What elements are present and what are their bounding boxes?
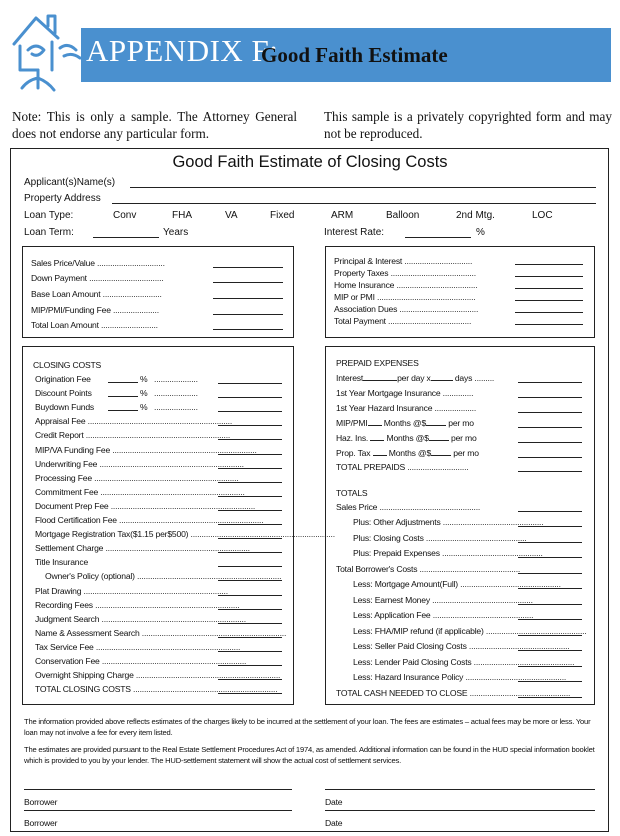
closing-cost-row: Tax Service Fee .................................................................. bbox=[35, 641, 241, 652]
closing-cost-row: Judgment Search .................................................................. bbox=[35, 613, 246, 624]
closing-cost-field[interactable] bbox=[218, 693, 282, 694]
leader-dots: .................... bbox=[154, 402, 198, 413]
percent-blank[interactable] bbox=[108, 410, 138, 411]
closing-cost-label: Conservation Fee bbox=[35, 656, 100, 666]
mortgage-insurance-field[interactable] bbox=[518, 397, 582, 398]
closing-cost-field[interactable] bbox=[218, 425, 282, 426]
property-label: Property Address bbox=[24, 193, 101, 204]
page-title: Good Faith Estimate bbox=[261, 43, 448, 67]
closing-cost-label: Buydown Funds bbox=[35, 402, 95, 413]
loan-term-label: Loan Term: bbox=[24, 227, 74, 238]
closing-cost-field[interactable] bbox=[218, 524, 282, 525]
total-loan-field[interactable] bbox=[213, 329, 283, 330]
closing-cost-label: Title Insurance bbox=[35, 557, 89, 568]
closing-cost-label: Name & Assessment Search bbox=[35, 627, 140, 638]
closing-cost-row: Name & Assessment Search .................................................................. bbox=[35, 627, 287, 638]
totals-label: Total Borrower's Costs bbox=[336, 563, 418, 574]
loan-type-balloon[interactable]: Balloon bbox=[386, 210, 420, 221]
closing-cost-label: Processing Fee bbox=[35, 472, 92, 483]
totals-row: Less: Seller Paid Closing Costs .............................................. bbox=[353, 641, 570, 651]
loan-term-field[interactable] bbox=[93, 237, 159, 238]
form-title: Good Faith Estimate of Closing Costs bbox=[172, 153, 448, 171]
loan-type-arm[interactable]: ARM bbox=[331, 210, 354, 221]
closing-cost-label: Owner's Policy (optional) bbox=[45, 571, 135, 582]
closing-cost-row: Commitment Fee .................................................................. bbox=[35, 486, 245, 497]
totals-row: Less: Lender Paid Closing Costs .............................................. bbox=[353, 656, 575, 667]
totals-label: Plus: Prepaid Expenses bbox=[353, 548, 440, 558]
total-loan-row: Total Loan Amount .......................... bbox=[31, 320, 158, 330]
home-insurance-row: Home Insurance ..................................... bbox=[334, 280, 478, 290]
closing-cost-field[interactable] bbox=[218, 580, 282, 581]
totals-label: Less: Lender Paid Closing Costs bbox=[353, 656, 472, 667]
closing-cost-field[interactable] bbox=[218, 468, 282, 469]
closing-cost-label: MIP/VA Funding Fee bbox=[35, 444, 111, 455]
totals-field[interactable] bbox=[518, 635, 582, 636]
totals-label: Less: Earnest Money bbox=[353, 594, 430, 605]
totals-field[interactable] bbox=[518, 681, 582, 682]
borrower-signature-line-2[interactable] bbox=[24, 810, 292, 811]
haz-months-field[interactable] bbox=[518, 442, 582, 443]
borrower-signature-line-1[interactable] bbox=[24, 789, 292, 790]
closing-cost-label: Appraisal Fee bbox=[35, 416, 86, 427]
closing-cost-label: Settlement Charge bbox=[35, 543, 104, 554]
property-taxes-row: Property Taxes ....................................... bbox=[334, 268, 476, 278]
total-prepaids-row: TOTAL PREPAIDS ............................ bbox=[336, 462, 469, 472]
closing-cost-field[interactable] bbox=[218, 651, 282, 652]
totals-row: Plus: Prepaid Expenses .............................................. bbox=[353, 548, 543, 558]
totals-row: Less: Hazard Insurance Policy .............................................. bbox=[353, 672, 567, 682]
closing-cost-field[interactable] bbox=[218, 482, 282, 483]
hazard-insurance-field[interactable] bbox=[518, 412, 582, 413]
home-insurance-field[interactable] bbox=[515, 288, 583, 289]
prop-tax-field[interactable] bbox=[518, 457, 582, 458]
closing-cost-row: Owner's Policy (optional) .................................................................. bbox=[45, 571, 282, 582]
applicant-label: Applicant(s)Name(s) bbox=[24, 177, 116, 188]
closing-cost-label: Flood Certification Fee bbox=[35, 515, 117, 525]
totals-row: Less: FHA/MIP refund (if applicable) .............................................. bbox=[353, 625, 587, 636]
closing-cost-field[interactable] bbox=[218, 383, 282, 384]
mip-months-field[interactable] bbox=[518, 427, 582, 428]
property-taxes-field[interactable] bbox=[515, 276, 583, 277]
closing-cost-label: Overnight Shipping Charge bbox=[35, 670, 134, 681]
mip-months-row: MIP/PMI Months @$ per mo bbox=[336, 418, 474, 428]
total-payment-field[interactable] bbox=[515, 324, 583, 325]
property-field[interactable] bbox=[112, 203, 596, 204]
appendix-label: APPENDIX F: bbox=[86, 33, 279, 68]
loan-type-fha[interactable]: FHA bbox=[172, 210, 192, 221]
closing-cost-field[interactable] bbox=[218, 496, 282, 497]
closing-cost-label: TOTAL CLOSING COSTS bbox=[35, 684, 131, 695]
haz-months-row: Haz. Ins. Months @$ per mo bbox=[336, 433, 477, 443]
closing-cost-field[interactable] bbox=[218, 454, 282, 455]
closing-cost-row: Recording Fees .................................................................. bbox=[35, 599, 240, 610]
totals-field[interactable] bbox=[518, 697, 582, 698]
closing-cost-label: Origination Fee bbox=[35, 374, 91, 384]
date-label-2: Date bbox=[325, 818, 343, 828]
closing-cost-label: Commitment Fee bbox=[35, 486, 99, 497]
closing-cost-field[interactable] bbox=[218, 439, 282, 440]
closing-cost-row: Underwriting Fee .................................................................. bbox=[35, 458, 244, 469]
association-dues-field[interactable] bbox=[515, 312, 583, 313]
closing-cost-row: Flood Certification Fee .................................................................. bbox=[35, 515, 264, 525]
closing-cost-row: Plat Drawing .................................................................. bbox=[35, 585, 228, 596]
closing-cost-field[interactable] bbox=[218, 623, 282, 624]
closing-cost-row: Processing Fee .................................................................. bbox=[35, 472, 239, 483]
interest-field[interactable] bbox=[518, 382, 582, 383]
totals-row: Plus: Other Adjustments .............................................. bbox=[353, 517, 544, 527]
totals-field[interactable] bbox=[518, 666, 582, 667]
disclaimer-respa: The estimates are provided pursuant to the Real Estate Settlement Procedures Act of 1974, as amended. Additional information can be found in the HUD special information booklet which is provided to you by your lender. The HUD-settlement statement will show the actual cost of settlement services. bbox=[24, 745, 595, 765]
closing-cost-label: Document Prep Fee bbox=[35, 500, 109, 511]
borrower-label-1: Borrower bbox=[24, 797, 58, 807]
closing-cost-field[interactable] bbox=[218, 566, 282, 567]
loan-type-loc[interactable]: LOC bbox=[532, 210, 553, 221]
house-logo-icon bbox=[8, 8, 88, 94]
closing-pct-row bbox=[35, 374, 235, 384]
totals-row: Plus: Closing Costs .............................................. bbox=[353, 532, 527, 543]
interest-rate-field[interactable] bbox=[405, 237, 471, 238]
closing-cost-label: Plat Drawing bbox=[35, 585, 82, 596]
date-line-1[interactable] bbox=[325, 789, 595, 790]
mip-pmi-row: MIP or PMI ............................................. bbox=[334, 292, 476, 302]
loan-type-conv[interactable]: Conv bbox=[113, 210, 137, 221]
closing-pct-row bbox=[35, 402, 235, 412]
totals-field[interactable] bbox=[518, 557, 582, 558]
closing-cost-field[interactable] bbox=[218, 637, 282, 638]
closing-cost-field[interactable] bbox=[218, 552, 282, 553]
totals-label: Less: Hazard Insurance Policy bbox=[353, 672, 464, 682]
percent-sign: % bbox=[476, 227, 485, 238]
closing-cost-field[interactable] bbox=[218, 510, 282, 511]
leader-dots: .................... bbox=[154, 388, 198, 399]
totals-row: TOTAL CASH NEEDED TO CLOSE .............................................. bbox=[336, 687, 571, 698]
closing-cost-row: Settlement Charge .................................................................. bbox=[35, 543, 250, 554]
closing-cost-row: TOTAL CLOSING COSTS .................................................................. bbox=[35, 684, 278, 695]
totals-field[interactable] bbox=[518, 619, 582, 620]
closing-cost-label: Judgment Search bbox=[35, 613, 100, 624]
totals-label: Less: Mortgage Amount(Full) bbox=[353, 579, 458, 589]
note-left: Note: This is only a sample. The Attorney General does not endorse any particular form. bbox=[12, 109, 297, 141]
closing-cost-row: Overnight Shipping Charge .................................................................. bbox=[35, 670, 281, 681]
disclaimer-estimates: The information provided above reflects estimates of the charges likely to be incurred at the settlement of your loan. The fees are estimates – actual fees may be more or less. Your loan may not involve a fee for every item listed. bbox=[24, 717, 591, 737]
totals-heading: TOTALS bbox=[336, 488, 368, 498]
interest-rate-label: Interest Rate: bbox=[324, 227, 385, 238]
totals-label: Less: Application Fee bbox=[353, 610, 431, 620]
totals-label: Less: Seller Paid Closing Costs bbox=[353, 641, 467, 651]
prepaid-heading: PREPAID EXPENSES bbox=[336, 358, 419, 368]
mip-funding-field[interactable] bbox=[213, 314, 283, 315]
prop-tax-row: Prop. Tax Months @$ per mo bbox=[336, 448, 479, 458]
closing-cost-field[interactable] bbox=[218, 538, 282, 539]
total-prepaids-field[interactable] bbox=[518, 471, 582, 472]
loan-type-va[interactable]: VA bbox=[225, 210, 238, 221]
closing-pct-row bbox=[35, 388, 235, 398]
hazard-insurance-row: 1st Year Hazard Insurance ................... bbox=[336, 403, 477, 413]
closing-cost-field[interactable] bbox=[218, 665, 282, 666]
closing-cost-row: Mortgage Registration Tax($1.15 per$500) .................................................................. bbox=[35, 529, 335, 540]
closing-cost-row: Document Prep Fee .................................................................. bbox=[35, 500, 256, 511]
principal-row: Principal & Interest ............................... bbox=[334, 256, 473, 266]
closing-costs-heading: CLOSING COSTS bbox=[33, 360, 102, 370]
closing-cost-row bbox=[35, 557, 235, 567]
percent-sign: % bbox=[140, 402, 148, 413]
totals-row: Total Borrower's Costs .............................................. bbox=[336, 563, 521, 574]
base-loan-field[interactable] bbox=[213, 298, 283, 299]
borrower-label-2: Borrower bbox=[24, 818, 58, 828]
closing-cost-label: Mortgage Registration Tax($1.15 per$500) bbox=[35, 529, 189, 540]
totals-field[interactable] bbox=[518, 650, 582, 651]
closing-cost-field[interactable] bbox=[218, 397, 282, 398]
totals-field[interactable] bbox=[518, 588, 582, 589]
closing-cost-label: Tax Service Fee bbox=[35, 641, 94, 652]
sales-price-total-field[interactable] bbox=[518, 511, 582, 512]
totals-field[interactable] bbox=[518, 604, 582, 605]
totals-label: Plus: Closing Costs bbox=[353, 532, 424, 543]
closing-cost-row: Credit Report .................................................................. bbox=[35, 430, 231, 441]
totals-row: Less: Mortgage Amount(Full) .............................................. bbox=[353, 579, 561, 589]
association-dues-row: Association Dues .................................... bbox=[334, 304, 479, 314]
mip-funding-row: MIP/PMI/Funding Fee ..................... bbox=[31, 305, 159, 315]
percent-blank[interactable] bbox=[108, 382, 138, 383]
totals-label: Plus: Other Adjustments bbox=[353, 517, 441, 527]
closing-cost-field[interactable] bbox=[218, 609, 282, 610]
closing-cost-field[interactable] bbox=[218, 679, 282, 680]
closing-cost-label: Underwriting Fee bbox=[35, 458, 98, 469]
years-label: Years bbox=[163, 227, 189, 238]
applicant-field[interactable] bbox=[130, 187, 596, 188]
totals-field[interactable] bbox=[518, 542, 582, 543]
totals-row: Less: Earnest Money .............................................. bbox=[353, 594, 533, 605]
sales-price-row: Sales Price/Value ............................... bbox=[31, 258, 165, 268]
closing-cost-label: Recording Fees bbox=[35, 599, 93, 610]
closing-cost-row: Conservation Fee .................................................................. bbox=[35, 656, 247, 666]
closing-cost-row: MIP/VA Funding Fee .................................................................. bbox=[35, 444, 257, 455]
percent-blank[interactable] bbox=[108, 396, 138, 397]
closing-cost-row: Appraisal Fee .................................................................. bbox=[35, 416, 233, 427]
totals-label: TOTAL CASH NEEDED TO CLOSE bbox=[336, 687, 468, 698]
sales-price-total-row: Sales Price .............................................. bbox=[336, 502, 481, 512]
total-payment-row: Total Payment ...................................... bbox=[334, 316, 472, 326]
interest-row: Interest per day x days ......... bbox=[336, 373, 495, 383]
closing-cost-field[interactable] bbox=[218, 411, 282, 412]
down-payment-field[interactable] bbox=[213, 282, 283, 283]
mip-pmi-field[interactable] bbox=[515, 300, 583, 301]
date-line-2[interactable] bbox=[325, 810, 595, 811]
totals-label: Less: FHA/MIP refund (if applicable) bbox=[353, 625, 484, 636]
sales-price-field[interactable] bbox=[213, 267, 283, 268]
loan-type-fixed[interactable]: Fixed bbox=[270, 210, 295, 221]
note-right: This sample is a privately copyrighted form and may not be reproduced. bbox=[324, 109, 612, 141]
closing-cost-label: Credit Report bbox=[35, 430, 84, 441]
closing-cost-label: Discount Points bbox=[35, 388, 92, 399]
totals-row: Less: Application Fee .............................................. bbox=[353, 610, 534, 620]
mortgage-insurance-row: 1st Year Mortgage Insurance .............. bbox=[336, 388, 474, 398]
closing-cost-field[interactable] bbox=[218, 595, 282, 596]
totals-field[interactable] bbox=[518, 526, 582, 527]
base-loan-row: Base Loan Amount ........................... bbox=[31, 289, 162, 299]
totals-field[interactable] bbox=[518, 573, 582, 574]
percent-sign: % bbox=[140, 374, 148, 384]
date-label-1: Date bbox=[325, 797, 343, 807]
percent-sign: % bbox=[140, 388, 148, 399]
principal-field[interactable] bbox=[515, 264, 583, 265]
leader-dots: .................... bbox=[154, 374, 198, 384]
loan-type-label: Loan Type: bbox=[24, 210, 74, 221]
down-payment-row: Down Payment .................................. bbox=[31, 273, 164, 283]
loan-type-2nd-mtg[interactable]: 2nd Mtg. bbox=[456, 210, 495, 221]
